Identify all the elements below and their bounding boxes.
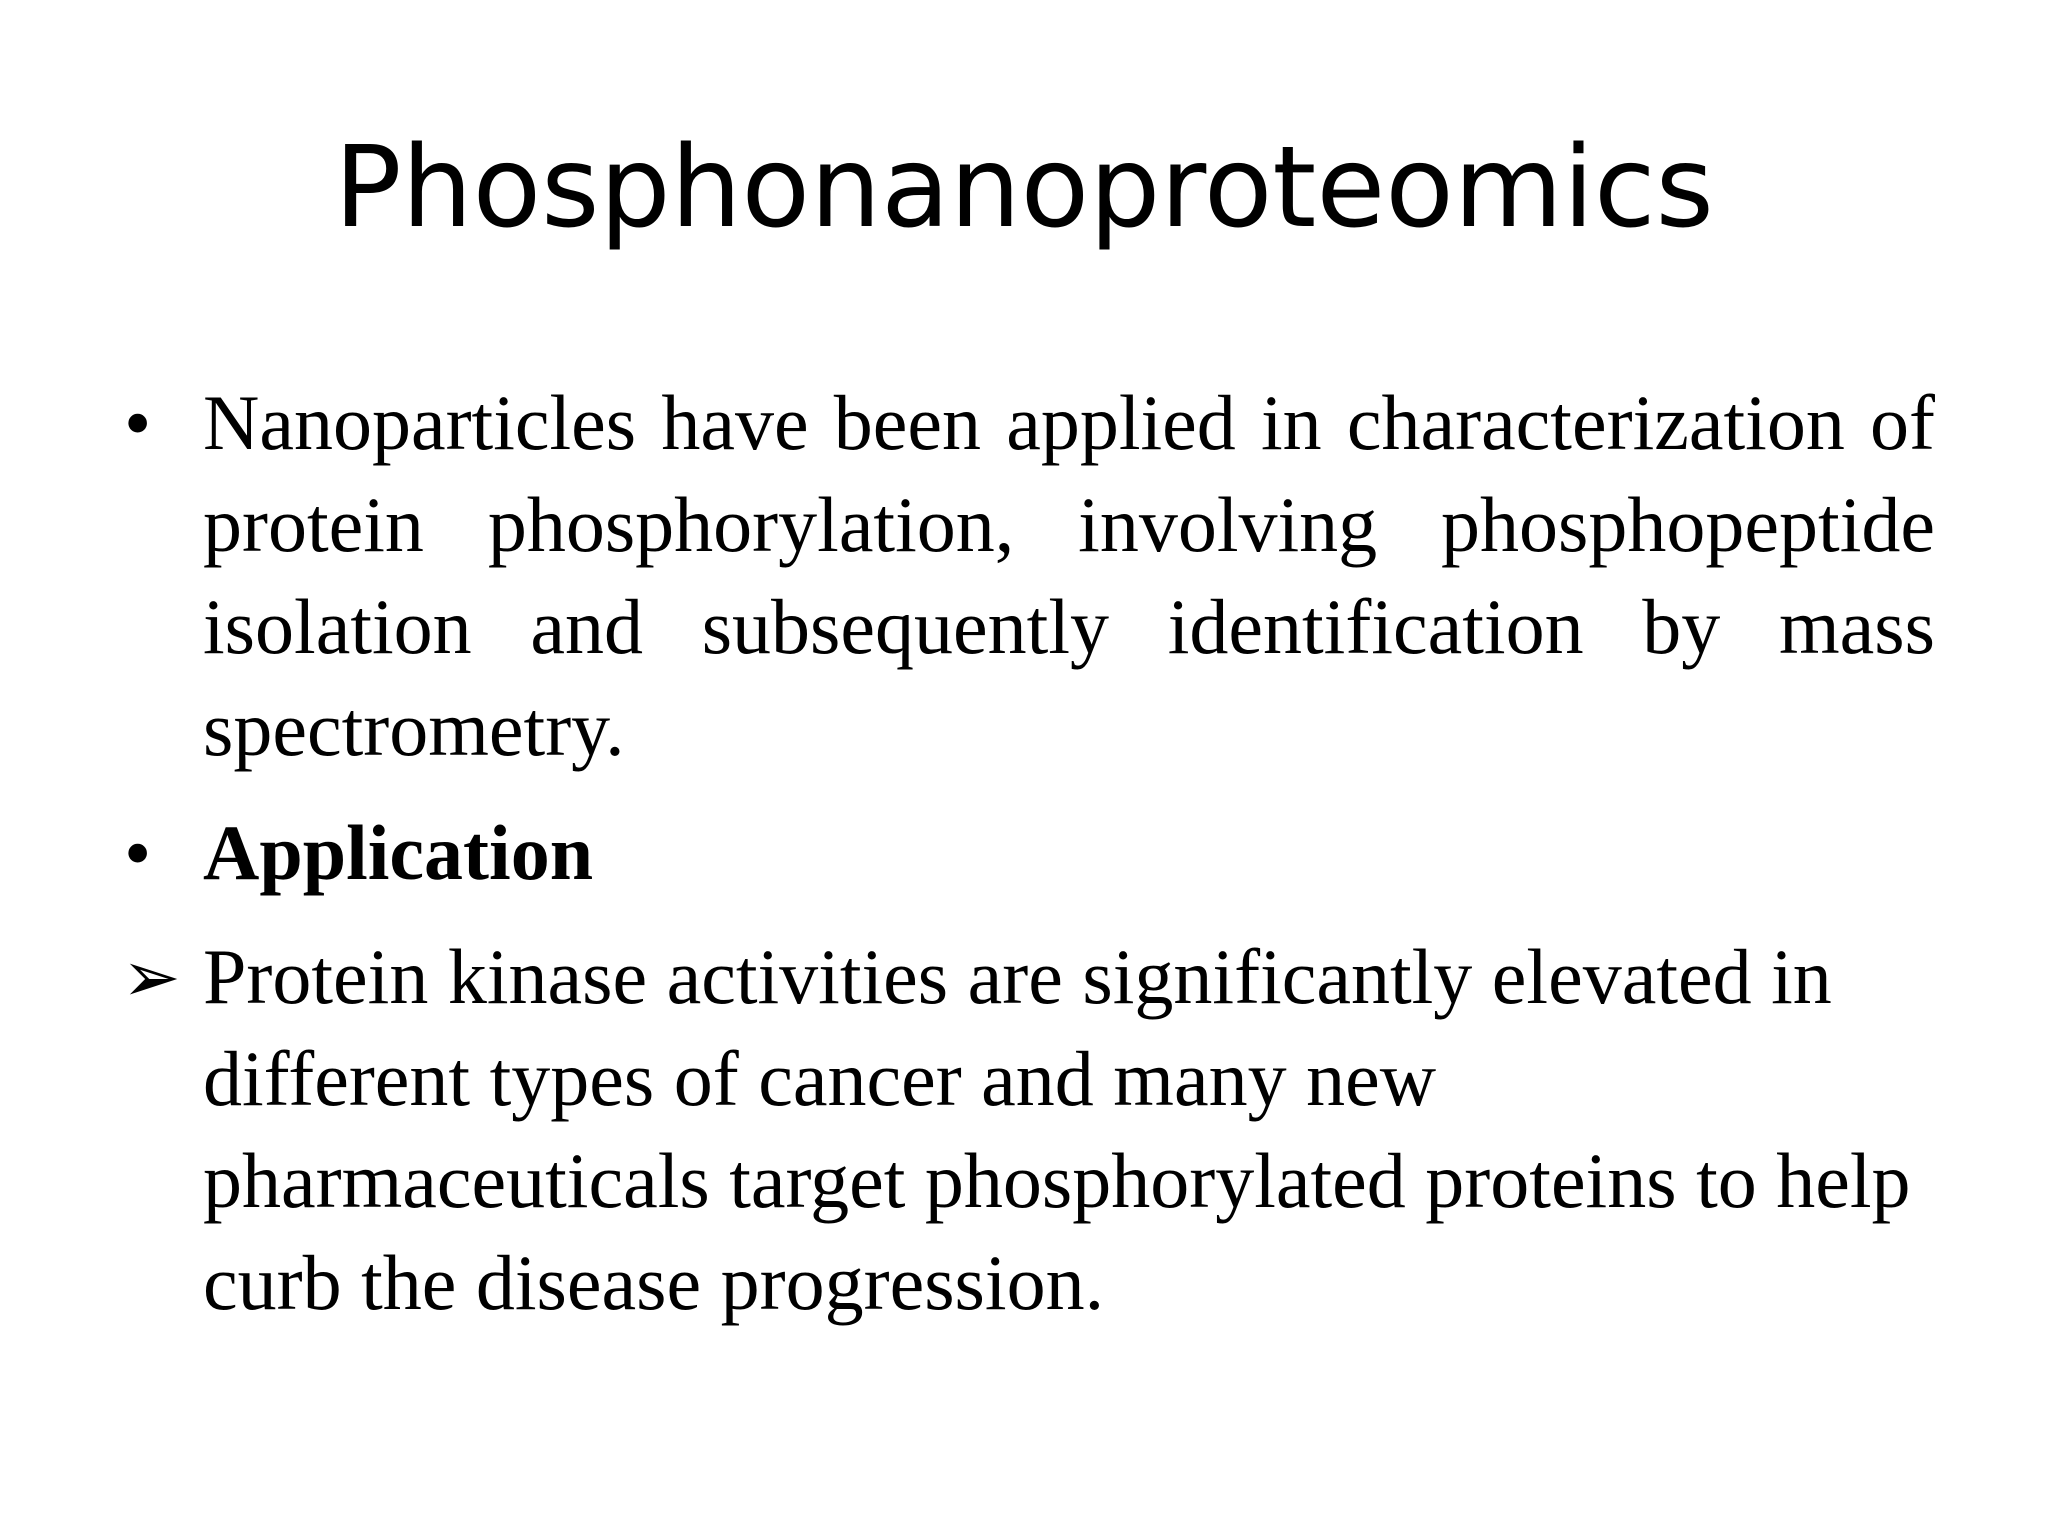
bullet-item-heading — [0, 802, 1935, 904]
slide-title: Phosphonanoproteomics — [334, 123, 1714, 253]
bullet-heading-text: Application — [203, 809, 594, 896]
bullet-dot-icon: • — [124, 809, 152, 896]
slide-body — [0, 372, 2048, 1334]
bullet-item — [0, 372, 1935, 780]
arrow-bullet-item — [0, 926, 1933, 1334]
arrow-bullet-icon: ➢ — [122, 936, 181, 1018]
bullet-text: Nanoparticles have been applied in characterization of protein phosphorylation, involving phosphopeptide isolation and subsequently identification by mass spectrometry. — [203, 379, 1935, 772]
arrow-bullet-text: Protein kinase activities are significantly elevated in different types of cancer and many new pharmaceuticals target phosphorylated proteins to help curb the disease progression. — [203, 933, 1911, 1326]
bullet-dot-icon: • — [124, 379, 152, 466]
